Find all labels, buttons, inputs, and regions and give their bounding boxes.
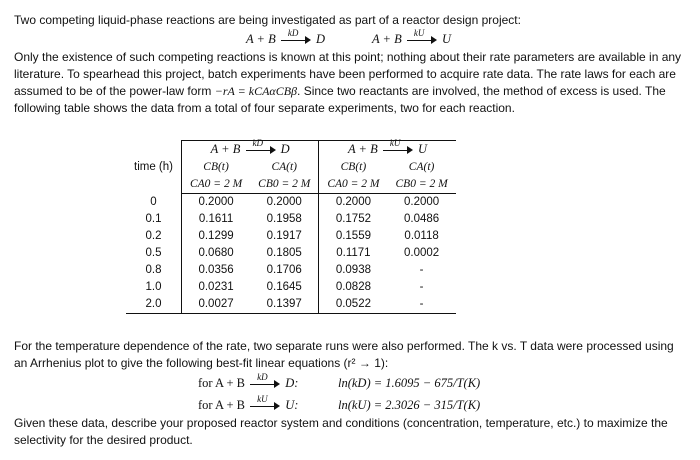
value-cell: 0.1706 bbox=[266, 264, 302, 276]
closing-paragraph: Given these data, describe your proposed reactor system and conditions (concentration, temperature, etc.) to maximize the selectivity for the desired product. bbox=[14, 416, 668, 447]
value-cell: 0.2000 bbox=[266, 196, 302, 208]
column-header: CA(t) bbox=[408, 161, 435, 173]
arrhenius-undesired bbox=[198, 394, 299, 414]
rate-constant-label: kU bbox=[413, 28, 425, 39]
value-cell: 0.1299 bbox=[181, 228, 250, 245]
value-cell: 0.2000 bbox=[403, 196, 440, 208]
time-cell: 2.0 bbox=[126, 296, 181, 314]
value-cell: 0.0938 bbox=[319, 262, 388, 279]
value-cell: 0.1559 bbox=[319, 228, 388, 245]
reaction-undesired-lhs: A + B bbox=[372, 32, 402, 46]
group-header-desired bbox=[181, 138, 318, 160]
equation-product: D: bbox=[285, 376, 299, 390]
value-cell: 0.1917 bbox=[266, 230, 302, 242]
time-header: time (h) bbox=[134, 160, 173, 173]
value-cell: 0.1805 bbox=[266, 247, 302, 259]
intro-line: Two competing liquid-phase reactions are being investigated as part of a reactor design project: bbox=[14, 13, 521, 27]
rate-constant-label: kD bbox=[287, 28, 299, 39]
time-cell: 0 bbox=[150, 195, 157, 208]
value-cell: 0.1611 bbox=[181, 211, 250, 228]
group-undesired-product: U bbox=[417, 142, 427, 156]
reaction-undesired-product: U bbox=[441, 32, 452, 46]
table-row bbox=[126, 245, 456, 262]
reaction-arrow-icon bbox=[407, 28, 437, 46]
table-row bbox=[126, 211, 456, 228]
reaction-desired-product: D bbox=[315, 32, 326, 46]
column-header: CB(t) bbox=[181, 159, 250, 176]
value-cell: - bbox=[419, 264, 424, 276]
column-condition: CA0 = 2 M bbox=[319, 176, 388, 194]
rate-law: −rA = kCAαCBβ bbox=[214, 84, 298, 98]
equation-label: for A + B bbox=[198, 398, 245, 412]
value-cell: 0.1752 bbox=[319, 211, 388, 228]
time-cell: 0.2 bbox=[145, 230, 162, 242]
equation-product: U: bbox=[285, 398, 299, 412]
value-cell: 0.2000 bbox=[319, 194, 388, 212]
reaction-desired-lhs: A + B bbox=[246, 32, 276, 46]
equation-label: for A + B bbox=[198, 376, 245, 390]
value-cell: 0.0356 bbox=[181, 262, 250, 279]
arrhenius-desired bbox=[198, 372, 299, 392]
table-row bbox=[126, 228, 456, 245]
intro-paragraph-end: . Since two reactants are involved, the method of excess is used. The following table shows the data from a total of four separate experiments, two for each reaction. bbox=[14, 84, 666, 115]
reaction-arrow-icon bbox=[281, 28, 311, 46]
column-condition: CB0 = 2 M bbox=[388, 176, 456, 194]
arrhenius-equation-desired: ln(kD) = 1.6095 − 675/T(K) bbox=[338, 376, 481, 390]
intro-paragraph bbox=[14, 49, 686, 117]
group-desired-product: D bbox=[280, 142, 290, 156]
reaction-arrow-icon bbox=[246, 138, 276, 156]
column-header: CB(t) bbox=[319, 159, 388, 176]
rate-constant-label: kU bbox=[389, 138, 401, 149]
table-row bbox=[126, 194, 456, 212]
time-cell: 0.1 bbox=[145, 213, 162, 225]
value-cell: 0.0680 bbox=[181, 245, 250, 262]
reaction-arrow-icon bbox=[250, 372, 280, 390]
value-cell: - bbox=[388, 296, 456, 314]
column-condition: CA0 = 2 M bbox=[181, 176, 250, 194]
time-cell: 0.8 bbox=[145, 264, 162, 276]
temperature-paragraph: For the temperature dependence of the rate, two separate runs were also performed. The k vs. T data were processed using an Arrhenius plot to give the following best-fit linear equations (r² → 1): bbox=[14, 339, 674, 370]
value-cell: - bbox=[419, 281, 424, 293]
value-cell: 0.1645 bbox=[266, 281, 302, 293]
value-cell: 0.1397 bbox=[250, 296, 319, 314]
table-row bbox=[126, 296, 456, 314]
time-cell: 1.0 bbox=[145, 281, 162, 293]
value-cell: 0.0486 bbox=[403, 213, 440, 225]
data-table bbox=[126, 140, 456, 314]
value-cell: 0.0002 bbox=[403, 247, 440, 259]
table-row bbox=[126, 279, 456, 296]
rate-constant-label: kD bbox=[252, 138, 263, 149]
value-cell: 0.0027 bbox=[181, 296, 250, 314]
group-desired-lhs: A + B bbox=[210, 142, 241, 156]
value-cell: 0.0828 bbox=[319, 279, 388, 296]
column-header: CA(t) bbox=[271, 161, 298, 173]
value-cell: 0.0231 bbox=[181, 279, 250, 296]
value-cell: 0.0522 bbox=[319, 296, 388, 314]
value-cell: 0.1958 bbox=[266, 213, 302, 225]
reaction-undesired bbox=[372, 28, 452, 48]
rate-constant-label: kU bbox=[257, 394, 268, 405]
rate-constant-label: kD bbox=[257, 372, 268, 383]
value-cell: 0.1171 bbox=[319, 245, 388, 262]
time-cell: 0.5 bbox=[145, 247, 162, 259]
reaction-arrow-icon bbox=[383, 138, 413, 156]
group-undesired-lhs: A + B bbox=[347, 142, 378, 156]
column-condition: CB0 = 2 M bbox=[250, 176, 319, 194]
arrhenius-equation-undesired: ln(kU) = 2.3026 − 315/T(K) bbox=[338, 398, 481, 412]
reaction-arrow-icon bbox=[250, 394, 280, 412]
reaction-desired bbox=[246, 28, 326, 48]
value-cell: 0.0118 bbox=[404, 230, 439, 242]
intro-paragraph-text: Only the existence of such competing reactions is known at this point; nothing about their rate parameters are available in any literature. To spearhead this project, batch experiments have been performed to acquire rate data. The rate laws for each are assumed to be of the power-law form bbox=[14, 50, 682, 98]
table-row bbox=[126, 262, 456, 279]
group-header-undesired bbox=[319, 138, 456, 160]
value-cell: 0.2000 bbox=[181, 194, 250, 212]
